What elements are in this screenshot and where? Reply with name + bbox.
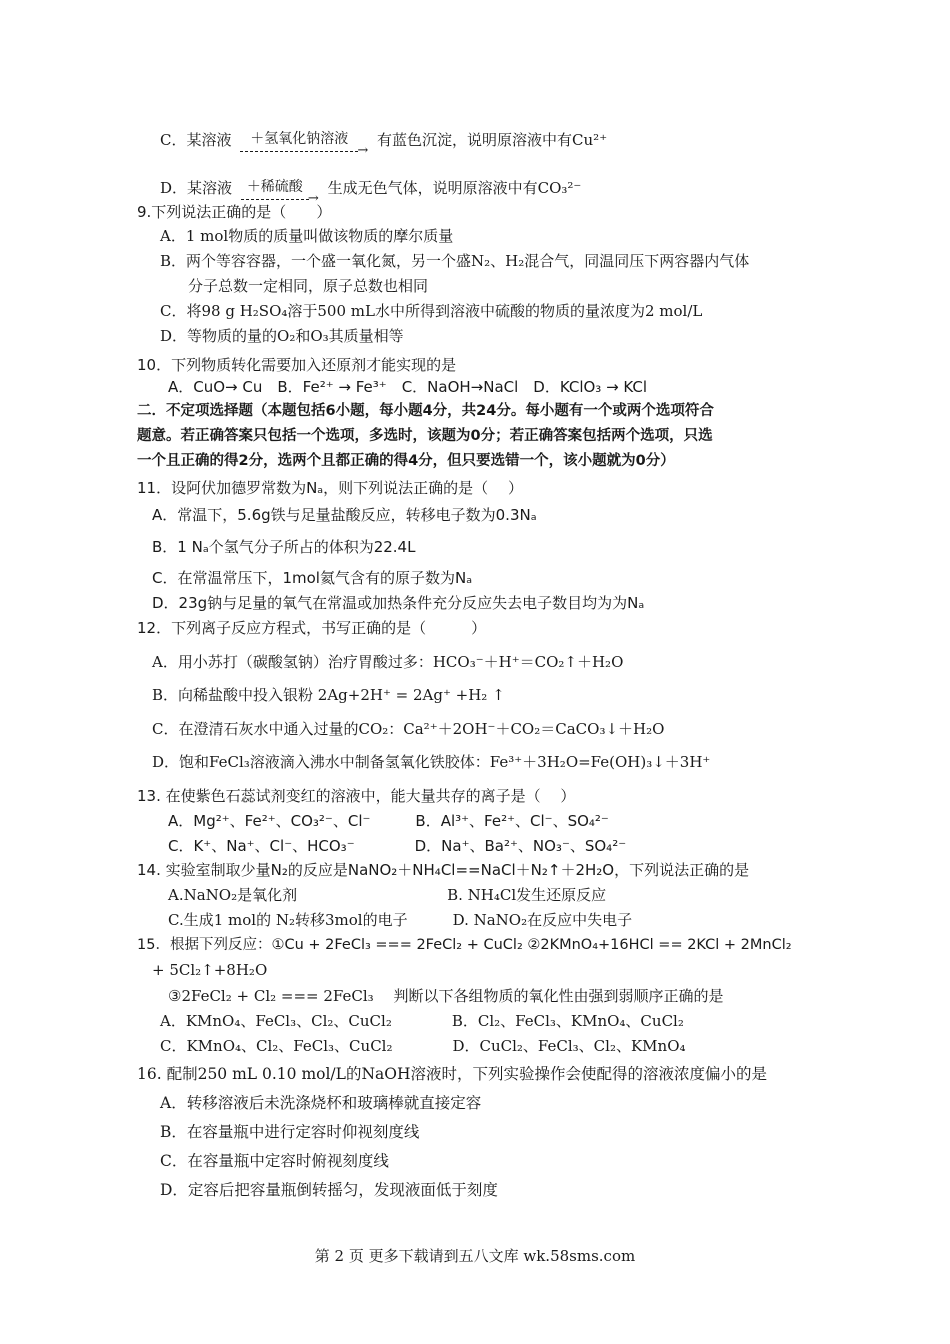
q15-options-cd: C．KMnO₄、Cl₂、FeCl₃、CuCl₂ D．CuCl₂、FeCl₃、Cl₂、KMnO₄ [160,1037,686,1055]
q11-stem: 11．设阿伏加德罗常数为Nₐ，则下列说法正确的是（ ） [137,479,523,497]
q16-option-b: B．在容量瓶中进行定容时仰视刻度线 [160,1123,420,1141]
q12-option-c: C．在澄清石灰水中通入过量的CO₂：Ca²⁺＋2OH⁻＋CO₂＝CaCO₃↓＋H₂O [152,720,665,738]
section2-instructions-line3: 一个且正确的得2分，选两个且都正确的得4分，但只要选错一个，该小题就为0分） [137,453,675,469]
q14-options-cd: C.生成1 mol的 N₂转移3mol的电子 D. NaNO₂在反应中失电子 [168,911,633,929]
q9-option-a: A．1 mol物质的质量叫做该物质的摩尔质量 [160,227,454,245]
q15-stem-line3: ③2FeCl₂ + Cl₂ === 2FeCl₃ 判断以下各组物质的氧化性由强到弱顺序正确的是 [168,987,724,1005]
q8-option-c [160,130,607,152]
q10-options: A．CuO→ Cu B．Fe²⁺ → Fe³⁺ C．NaOH→NaCl D．KClO₃ → KCl [168,378,648,396]
arrow-line-icon [240,147,358,152]
q15-options-ab: A．KMnO₄、FeCl₃、Cl₂、CuCl₂ B．Cl₂、FeCl₃、KMnO₄、CuCl₂ [160,1012,684,1030]
q13-stem: 13. 在使紫色石蕊试剂变红的溶液中，能大量共存的离子是（ ） [137,787,576,805]
q11-option-a: A．常温下，5.6g铁与足量盐酸反应，转移电子数为0.3Nₐ [152,506,537,524]
q12-stem: 12．下列离子反应方程式，书写正确的是（ ） [137,619,487,637]
q12-option-a: A．用小苏打（碳酸氢钠）治疗胃酸过多：HCO₃⁻＋H⁺＝CO₂↑＋H₂O [152,653,624,671]
q16-option-c: C．在容量瓶中定容时俯视刻度线 [160,1152,389,1170]
q9-option-b-line1: B．两个等容容器，一个盛一氧化氮，另一个盛N₂、H₂混合气，同温同压下两容器内气体 [160,252,750,270]
q9-option-b-line2: 分子总数一定相同，原子总数也相同 [188,277,429,295]
q12-option-d: D．饱和FeCl₃溶液滴入沸水中制备氢氧化铁胶体：Fe³⁺＋3H₂O=Fe(OH)₃↓＋3H⁺ [152,753,711,771]
q8c-prefix: C．某溶液 [160,131,232,149]
q9-option-c: C．将98 g H₂SO₄溶于500 mL水中所得到溶液中硫酸的物质的量浓度为2 mol/L [160,302,703,320]
q16-option-d: D．定容后把容量瓶倒转摇匀，发现液面低于刻度 [160,1181,498,1199]
q16-stem: 16. 配制250 mL 0.10 mol/L的NaOH溶液时，下列实验操作会使配得的溶液浓度偏小的是 [137,1065,767,1083]
q15-stem-line1: 15．根据下列反应：①Cu + 2FeCl₃ === 2FeCl₂ + CuCl₂ ②2KMnO₄+16HCl == 2KCl + 2MnCl₂ [137,937,792,953]
q16-option-a: A．转移溶液后未洗涤烧杯和玻璃棒就直接定容 [160,1094,482,1112]
q11-option-b: B．1 Nₐ个氢气分子所占的体积为22.4L [152,538,416,556]
reaction-arrow [241,179,309,200]
q8-option-d [160,178,581,200]
arrow-label: ＋稀硫酸 [246,178,303,195]
q14-options-ab: A.NaNO₂是氧化剂 B. NH₄Cl发生还原反应 [168,886,607,904]
q15-stem-line2: + 5Cl₂↑+8H₂O [152,961,268,979]
q9-option-d: D．等物质的量的O₂和O₃其质量相等 [160,327,404,345]
q11-option-d: D．23g钠与足量的氧气在常温或加热条件充分反应失去电子数目均为为Nₐ [152,594,645,612]
arrow-label: ＋氢氧化钠溶液 [250,130,349,147]
q11-option-c: C．在常温常压下，1mol氦气含有的原子数为Nₐ [152,569,473,587]
q14-stem: 14. 实验室制取少量N₂的反应是NaNO₂＋NH₄Cl==NaCl＋N₂↑＋2H₂O，下列说法正确的是 [137,861,750,879]
q9-stem: 9.下列说法正确的是（ ） [137,203,332,221]
reaction-arrow [240,131,358,152]
q8c-suffix: 有蓝色沉淀，说明原溶液中有Cu²⁺ [377,131,608,149]
q8d-prefix: D．某溶液 [160,179,233,197]
q8d-suffix: 生成无色气体，说明原溶液中有CO₃²⁻ [327,179,582,197]
q13-options-cd: C．K⁺、Na⁺、Cl⁻、HCO₃⁻ D．Na⁺、Ba²⁺、NO₃⁻、SO₄²⁻ [168,837,627,855]
section2-instructions-line1: 二．不定项选择题（本题包括6小题，每小题4分，共24分。每小题有一个或两个选项符合 [137,403,714,419]
arrow-line-icon [241,195,309,200]
q13-options-ab: A．Mg²⁺、Fe²⁺、CO₃²⁻、Cl⁻ B．Al³⁺、Fe²⁺、Cl⁻、SO₄²⁻ [168,812,609,830]
page-footer: 第 2 页 更多下载请到五八文库 wk.58sms.com [314,1247,636,1265]
section2-instructions-line2: 题意。若正确答案只包括一个选项，多选时，该题为0分；若正确答案包括两个选项，只选 [137,428,713,444]
q12-option-b: B．向稀盐酸中投入银粉 2Ag+2H⁺ = 2Ag⁺ +H₂ ↑ [152,686,505,704]
q10-stem: 10．下列物质转化需要加入还原剂才能实现的是 [137,356,457,374]
